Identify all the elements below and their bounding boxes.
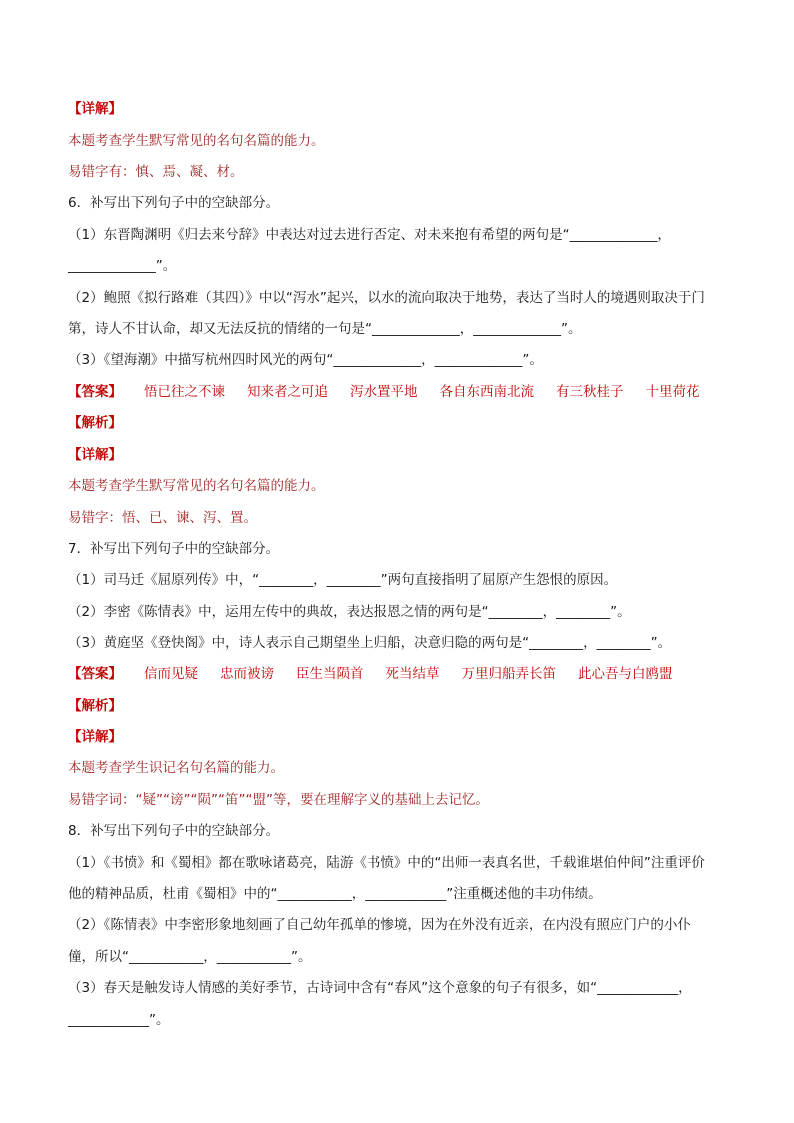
error-prone-chars: 易错字：悟、已、谏、泻、置。 <box>68 510 257 526</box>
answer-label: 【答案】 <box>68 666 122 682</box>
question-8-part-1: （1）《书愤》和《蜀相》都在歌咏诸葛亮，陆游《书愤》中的“出师一表真名世，千载谁堪伯仲间”注重评价 <box>68 855 705 871</box>
answer-label: 【答案】 <box>68 384 122 400</box>
question-8-title: 8．补写出下列句子中的空缺部分。 <box>68 823 280 839</box>
section-label-detail: 【详解】 <box>68 447 122 463</box>
question-8-part-2-cont: 僮，所以“___________，___________”。 <box>68 949 312 965</box>
answer-7: 【答案】 信而见疑 忠而被谤 臣生当陨首 死当结草 万里归船弄长笛 此心吾与白鸥盟 <box>68 666 673 682</box>
explanation-text: 本题考查学生识记名句名篇的能力。 <box>68 760 284 776</box>
section-label-detail: 【详解】 <box>68 101 122 117</box>
question-6-part-2-cont: 第，诗人不甘认命，却又无法反抗的情绪的一句是“_____________，_____________”。 <box>68 321 582 337</box>
error-prone-chars: 易错字有：慎、焉、凝、材。 <box>68 164 244 180</box>
question-8-part-3-cont: ____________”。 <box>68 1012 170 1028</box>
question-7-part-1: （1）司马迁《屈原列传》中，“________，________”两句直接指明了屈原产生怨恨的原因。 <box>68 572 618 588</box>
question-7-part-2: （2）李密《陈情表》中，运用左传中的典故，表达报恩之情的两句是“________，________”。 <box>68 604 631 620</box>
question-6-part-1-cont: _____________”。 <box>68 258 177 274</box>
question-6-part-1: （1）东晋陶渊明《归去来兮辞》中表达对过去进行否定、对未来抱有希望的两句是“_____________， <box>68 227 671 243</box>
explanation-text: 本题考查学生默写常见的名句名篇的能力。 <box>68 478 325 494</box>
question-8-part-3: （3）春天是触发诗人情感的美好季节，古诗词中含有“春风”这个意象的句子有很多，如“____________， <box>68 980 692 996</box>
question-7-part-3: （3）黄庭坚《登快阁》中，诗人表示自己期望坐上归船，决意归隐的两句是“________，________”。 <box>68 635 672 651</box>
section-label-analysis: 【解析】 <box>68 698 122 714</box>
answer-6: 【答案】 悟已往之不谏 知来者之可追 泻水置平地 各自东西南北流 有三秋桂子 十里荷花 <box>68 384 700 400</box>
error-prone-words: 易错字词：“疑”“谤”“陨”“笛”“盟”等，要在理解字义的基础上去记忆。 <box>68 792 489 808</box>
question-8-part-1-cont: 他的精神品质，杜甫《蜀相》中的“___________，____________”注重概述他的丰功伟绩。 <box>68 886 602 902</box>
section-label-detail: 【详解】 <box>68 729 122 745</box>
explanation-text: 本题考查学生默写常见的名句名篇的能力。 <box>68 133 325 149</box>
question-6-part-2: （2）鲍照《拟行路难（其四）》中以“泻水”起兴，以水的流向取决于地势，表达了当时人的境遇则取决于门 <box>68 290 705 306</box>
question-6-title: 6．补写出下列句子中的空缺部分。 <box>68 195 280 211</box>
question-8-part-2: （2）《陈情表》中李密形象地刻画了自己幼年孤单的惨境，因为在外没有近亲，在内没有照应门户的小仆 <box>68 917 691 933</box>
question-6-part-3: （3）《望海潮》中描写杭州四时风光的两句“_____________，_____________”。 <box>68 352 543 368</box>
question-7-title: 7．补写出下列句子中的空缺部分。 <box>68 541 280 557</box>
section-label-analysis: 【解析】 <box>68 415 122 431</box>
